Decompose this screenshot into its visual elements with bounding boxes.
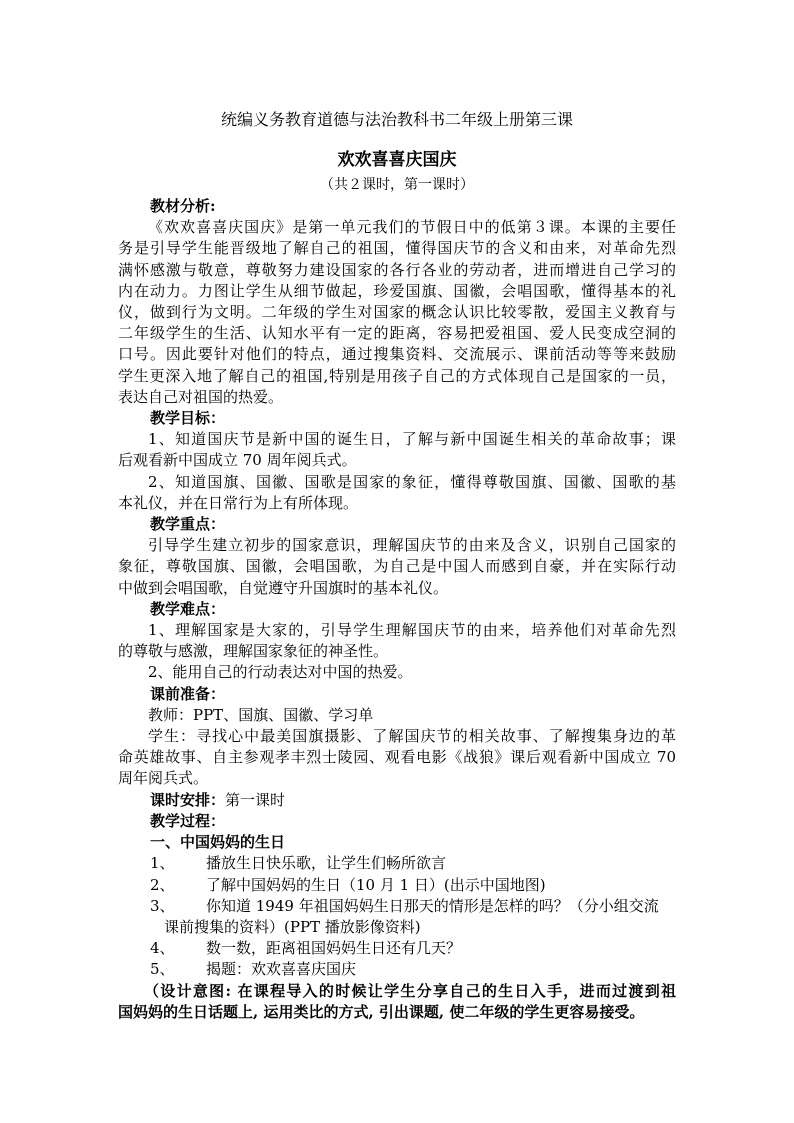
analysis-heading: 教材分析: — [150, 197, 216, 215]
step-number: 2、 — [150, 875, 175, 894]
process-step — [118, 853, 676, 874]
difficulty-line: 的尊敬与感激，理解国家象征的神圣性。 — [118, 642, 389, 661]
goal-line: 1、知道国庆节是新中国的诞生日，了解与新中国诞生相关的革命故事；课 — [148, 430, 676, 449]
preparation-heading: 课前准备： — [150, 684, 226, 703]
analysis-line: 二年级学生的生活、认知水平有一定的距离，容易把爱祖国、爱人民变成空洞的 — [118, 324, 676, 343]
preparation-student-line: 周年阅兵式。 — [118, 769, 209, 788]
document-subtitle: 统编义务教育道德与法治教科书二年级上册第三课 — [220, 110, 573, 129]
analysis-line: 学生更深入地了解自己的祖国,特别是用孩子自己的方式体现自己是国家的一员， — [118, 366, 676, 385]
design-intent-line: （设计意图: 在课程导入的时候让学生分享自己的生日入手，进而过渡到祖 — [144, 981, 676, 1000]
step-text: 了解中国妈妈的生日（10 月 1 日）(出示中国地图) — [206, 875, 546, 894]
analysis-line: 口号。因此要针对他们的特点，通过搜集资料、交流展示、课前活动等等来鼓励 — [118, 345, 676, 364]
preparation-student-line: 命英雄故事、自主参观孝丰烈士陵园、观看电影《战狼》课后观看新中国成立 70 — [118, 748, 676, 767]
schedule-heading: 课时安排： — [150, 790, 226, 809]
process-step — [118, 938, 676, 959]
step-number: 1、 — [150, 854, 175, 873]
goal-line: 后观看新中国成立 70 周年阅兵式。 — [118, 451, 357, 470]
step-continuation: 课前搜集的资料）(PPT 播放影像资料) — [164, 917, 421, 936]
preparation-teacher: 教师：PPT、国旗、国徽、学习单 — [148, 705, 374, 724]
analysis-line: 仪，做到行为文明。二年级的学生对国家的概念认识比较零散，爱国主义教育与 — [118, 303, 676, 322]
analysis-line: 表达自己对祖国的热爱。 — [118, 387, 284, 406]
analysis-paragraph — [118, 217, 676, 408]
document-title: 欢欢喜喜庆国庆 — [337, 150, 457, 170]
difficulties-heading: 教学难点： — [150, 599, 226, 618]
analysis-line: 满怀感激与敬意，尊敬努力建设国家的各行各业的劳动者，进而增进自己学习的 — [118, 260, 676, 279]
goal-line: 本礼仪，并在日常行为上有所体现。 — [118, 493, 359, 512]
step-text: 播放生日快乐歌，让学生们畅所欲言 — [206, 854, 447, 873]
key-points-heading: 教学重点： — [150, 515, 226, 534]
analysis-line: 《欢欢喜喜庆国庆》是第一单元我们的节假日中的低第３课。本课的主要任 — [148, 218, 676, 237]
process-section-title: 一、中国妈妈的生日 — [150, 833, 286, 852]
preparation-student-line: 学生：寻找心中最美国旗摄影、了解国庆节的相关故事、了解搜集身边的革 — [148, 727, 676, 746]
process-step — [118, 896, 676, 917]
process-step — [118, 875, 676, 896]
key-point-line: 象征，尊敬国旗、国徽，会唱国歌，为自己是中国人而感到自豪，并在实际行动 — [118, 557, 676, 576]
key-point-line: 引导学生建立初步的国家意识，理解国庆节的由来及含义，识别自己国家的 — [148, 536, 676, 555]
step-number: 4、 — [150, 939, 175, 958]
step-number: 5、 — [150, 960, 175, 979]
document-content — [118, 108, 676, 1023]
analysis-line: 内在动力。力图让学生从细节做起，珍爱国旗、国徽，会唱国歌，懂得基本的礼 — [118, 281, 676, 300]
process-step — [118, 959, 676, 980]
schedule-value: 第一课时 — [225, 790, 286, 809]
step-text: 数一数，距离祖国妈妈生日还有几天？ — [206, 939, 462, 958]
schedule-row — [118, 790, 676, 811]
goal-line: 2、知道国旗、国徽、国歌是国家的象征，懂得尊敬国旗、国徽、国歌的基 — [148, 472, 676, 491]
goals-heading: 教学目标： — [150, 409, 226, 428]
lesson-meta: （共２课时，第一课时） — [320, 177, 474, 193]
design-intent-line: 国妈妈的生日话题上, 运用类比的方式, 引出课题, 使二年级的学生更容易接受。 — [118, 1002, 645, 1021]
process-heading: 教学过程： — [150, 811, 226, 830]
difficulty-line: 2、能用自己的行动表达对中国的热爱。 — [148, 663, 413, 682]
difficulty-line: 1、理解国家是大家的，引导学生理解国庆节的由来，培养他们对革命先烈 — [148, 621, 676, 640]
key-point-line: 中做到会唱国歌，自觉遵守升国旗时的基本礼仪。 — [118, 578, 449, 597]
step-number: 3、 — [150, 896, 175, 915]
analysis-line: 务是引导学生能晋级地了解自己的祖国，懂得国庆节的含义和由来，对革命先烈 — [118, 239, 676, 258]
step-text: 揭题：欢欢喜喜庆国庆 — [206, 960, 357, 979]
step-text: 你知道 1949 年祖国妈妈生日那天的情形是怎样的吗？（分小组交流 — [206, 896, 659, 915]
